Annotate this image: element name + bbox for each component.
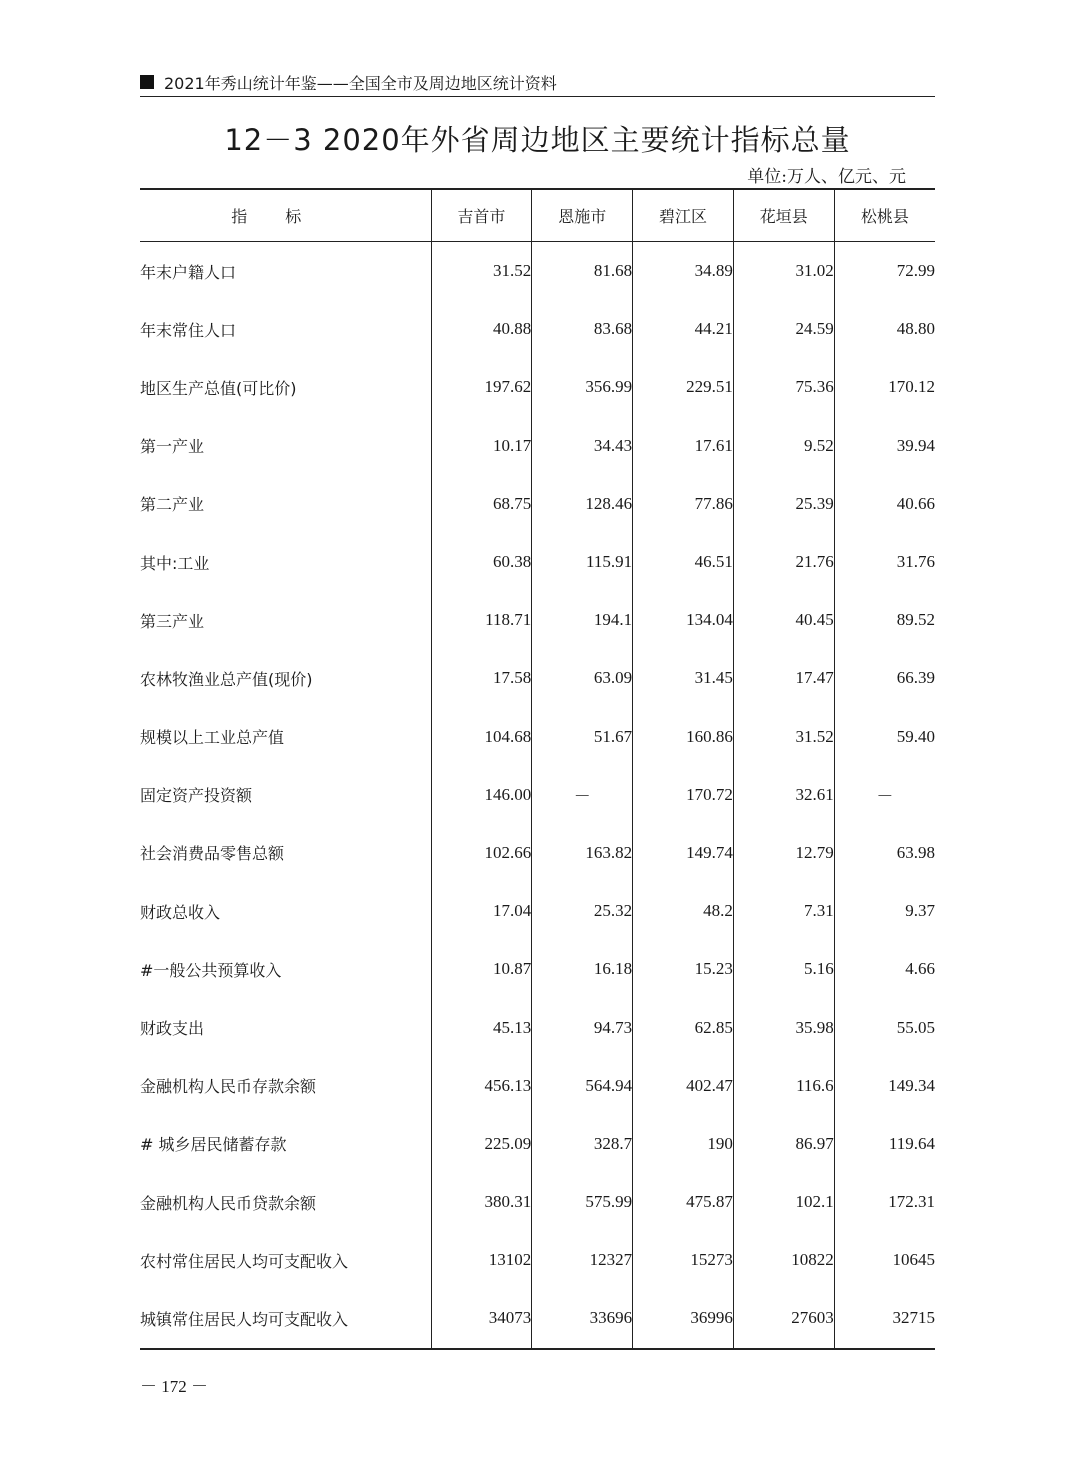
table-row (140, 1173, 935, 1231)
indicator-label: 第三产业 (140, 611, 205, 631)
table-cell: 564.94 (532, 1057, 633, 1115)
indicator-label: 城镇常住居民人均可支配收入 (140, 1289, 431, 1348)
table-cell: 229.51 (633, 358, 734, 416)
table-row (140, 940, 935, 998)
table-row (140, 766, 935, 824)
table-cell: 77.86 (633, 475, 734, 533)
table-cell: － (532, 766, 633, 824)
table-cell: 7.31 (733, 882, 834, 940)
table-cell: 35.98 (733, 998, 834, 1056)
table-cell: 25.39 (733, 475, 834, 533)
table-cell: 15.23 (633, 940, 734, 998)
table-row (140, 708, 935, 766)
table-cell: 31.52 (733, 708, 834, 766)
indicator-label: 地区生产总值(可比价) (140, 378, 297, 398)
table-cell: 39.94 (834, 417, 935, 475)
column-header: 花垣县 (733, 189, 834, 242)
running-header-text: 2021年秀山统计年鉴——全国全市及周边地区统计资料 (164, 73, 557, 93)
table-cell: 134.04 (633, 591, 734, 649)
table-cell: 34.89 (633, 242, 734, 301)
table-cell: 62.85 (633, 998, 734, 1056)
table-cell: 172.31 (834, 1173, 935, 1231)
indicator-label: 金融机构人民币贷款余额 (140, 1193, 317, 1213)
table-cell: 402.47 (633, 1057, 734, 1115)
table-cell: 5.16 (733, 940, 834, 998)
table-cell: 40.45 (733, 591, 834, 649)
table-cell: 75.36 (733, 358, 834, 416)
table-cell: 149.34 (834, 1057, 935, 1115)
table-row (140, 649, 935, 707)
table-row (140, 882, 935, 940)
table-cell: 25.32 (532, 882, 633, 940)
indicator-label: #一般公共预算收入 (140, 960, 282, 980)
table-cell: 40.66 (834, 475, 935, 533)
table-cell: 17.47 (733, 649, 834, 707)
indicator-column-header: 指标 (140, 189, 431, 242)
indicator-label: # 城乡居民储蓄存款 (140, 1135, 287, 1155)
table-cell: 102.1 (733, 1173, 834, 1231)
table-cell: 24.59 (733, 300, 834, 358)
indicator-label: 财政支出 (140, 1019, 205, 1039)
table-cell: 10645 (834, 1231, 935, 1289)
column-header: 松桃县 (834, 189, 935, 242)
table-cell: 12.79 (733, 824, 834, 882)
table-cell: 10822 (733, 1231, 834, 1289)
table-cell: 46.51 (633, 533, 734, 591)
indicator-label: 财政总收入 (140, 902, 221, 922)
table-cell: 118.71 (431, 591, 532, 649)
page-number: － 172 － (140, 1377, 208, 1396)
table-row (140, 1231, 935, 1289)
table-cell: 17.58 (431, 649, 532, 707)
table-cell: 160.86 (633, 708, 734, 766)
indicator-label: 固定资产投资额 (140, 786, 253, 806)
table-cell: 170.12 (834, 358, 935, 416)
indicator-label: 农林牧渔业总产值(现价) (140, 669, 313, 689)
table-cell: 194.1 (532, 591, 633, 649)
page-title: 12－3 2020年外省周边地区主要统计指标总量 (224, 123, 851, 157)
table-row (140, 417, 935, 475)
table-row (140, 998, 935, 1056)
table-cell: 63.09 (532, 649, 633, 707)
table-cell: 225.09 (431, 1115, 532, 1173)
table-cell: 55.05 (834, 998, 935, 1056)
table-cell: 27603 (733, 1289, 834, 1348)
table-cell: 575.99 (532, 1173, 633, 1231)
table-cell: 456.13 (431, 1057, 532, 1115)
column-header: 恩施市 (532, 189, 633, 242)
table-cell: 31.76 (834, 533, 935, 591)
table-cell: 17.04 (431, 882, 532, 940)
table-row (140, 300, 935, 358)
table-cell: 197.62 (431, 358, 532, 416)
table-cell: 380.31 (431, 1173, 532, 1231)
table-row (140, 1115, 935, 1173)
table-row (140, 242, 935, 301)
table-cell: 4.66 (834, 940, 935, 998)
table-cell: 31.52 (431, 242, 532, 301)
table-cell: 68.75 (431, 475, 532, 533)
indicator-label: 金融机构人民币存款余额 (140, 1077, 317, 1097)
indicator-label: 年末户籍人口 (140, 262, 237, 282)
table-cell: 83.68 (532, 300, 633, 358)
table-cell: 116.6 (733, 1057, 834, 1115)
column-header: 碧江区 (633, 189, 734, 242)
table-row (140, 824, 935, 882)
table-cell: 146.00 (431, 766, 532, 824)
table-cell: 17.61 (633, 417, 734, 475)
table-cell: 170.72 (633, 766, 734, 824)
table-cell: 48.80 (834, 300, 935, 358)
table-cell: 89.52 (834, 591, 935, 649)
table-cell: 190 (633, 1115, 734, 1173)
table-cell: 149.74 (633, 824, 734, 882)
table-cell: 10.87 (431, 940, 532, 998)
table-cell: 36996 (633, 1289, 734, 1348)
table-cell: 9.37 (834, 882, 935, 940)
table-cell: 59.40 (834, 708, 935, 766)
table-row (140, 1289, 935, 1348)
table-cell: 115.91 (532, 533, 633, 591)
table-cell: 33696 (532, 1289, 633, 1348)
unit-note: 单位:万人、亿元、元 (747, 167, 906, 187)
table-cell: 10.17 (431, 417, 532, 475)
table-cell: 34.43 (532, 417, 633, 475)
column-header: 吉首市 (431, 189, 532, 242)
table-cell: 475.87 (633, 1173, 734, 1231)
table-cell: 104.68 (431, 708, 532, 766)
table-cell: 31.02 (733, 242, 834, 301)
indicator-label: 第一产业 (140, 437, 205, 457)
indicator-label: 社会消费品零售总额 (140, 844, 285, 864)
table-header-row (140, 189, 935, 242)
table-row (140, 1057, 935, 1115)
table-cell: 12327 (532, 1231, 633, 1289)
table-cell: 72.99 (834, 242, 935, 301)
table-cell: 16.18 (532, 940, 633, 998)
table-cell: 119.64 (834, 1115, 935, 1173)
indicator-label: 第二产业 (140, 495, 205, 515)
table-cell: 34073 (431, 1289, 532, 1348)
indicator-label: 农村常住居民人均可支配收入 (140, 1251, 349, 1271)
table-cell: 9.52 (733, 417, 834, 475)
table-cell: － (834, 766, 935, 824)
table-cell: 21.76 (733, 533, 834, 591)
table-cell: 94.73 (532, 998, 633, 1056)
table-row (140, 591, 935, 649)
table-cell: 102.66 (431, 824, 532, 882)
table-cell: 51.67 (532, 708, 633, 766)
table-cell: 15273 (633, 1231, 734, 1289)
indicator-label: 年末常住人口 (140, 320, 237, 340)
table-cell: 40.88 (431, 300, 532, 358)
table-cell: 63.98 (834, 824, 935, 882)
table-row (140, 358, 935, 416)
table-cell: 48.2 (633, 882, 734, 940)
table-row (140, 533, 935, 591)
table-cell: 356.99 (532, 358, 633, 416)
running-header (140, 68, 935, 97)
table-cell: 60.38 (431, 533, 532, 591)
table-cell: 128.46 (532, 475, 633, 533)
square-bullet-icon (140, 75, 154, 89)
table-cell: 66.39 (834, 649, 935, 707)
indicator-label: 规模以上工业总产值 (140, 728, 285, 748)
table-cell: 31.45 (633, 649, 734, 707)
table-cell: 45.13 (431, 998, 532, 1056)
table-cell: 86.97 (733, 1115, 834, 1173)
table-cell: 13102 (431, 1231, 532, 1289)
table-cell: 32.61 (733, 766, 834, 824)
table-cell: 163.82 (532, 824, 633, 882)
table-cell: 328.7 (532, 1115, 633, 1173)
table-row (140, 475, 935, 533)
table-cell: 81.68 (532, 242, 633, 301)
statistics-table (140, 188, 935, 1350)
table-cell: 32715 (834, 1289, 935, 1348)
table-cell: 44.21 (633, 300, 734, 358)
table-body (140, 242, 935, 1349)
indicator-label: 其中:工业 (140, 553, 210, 573)
